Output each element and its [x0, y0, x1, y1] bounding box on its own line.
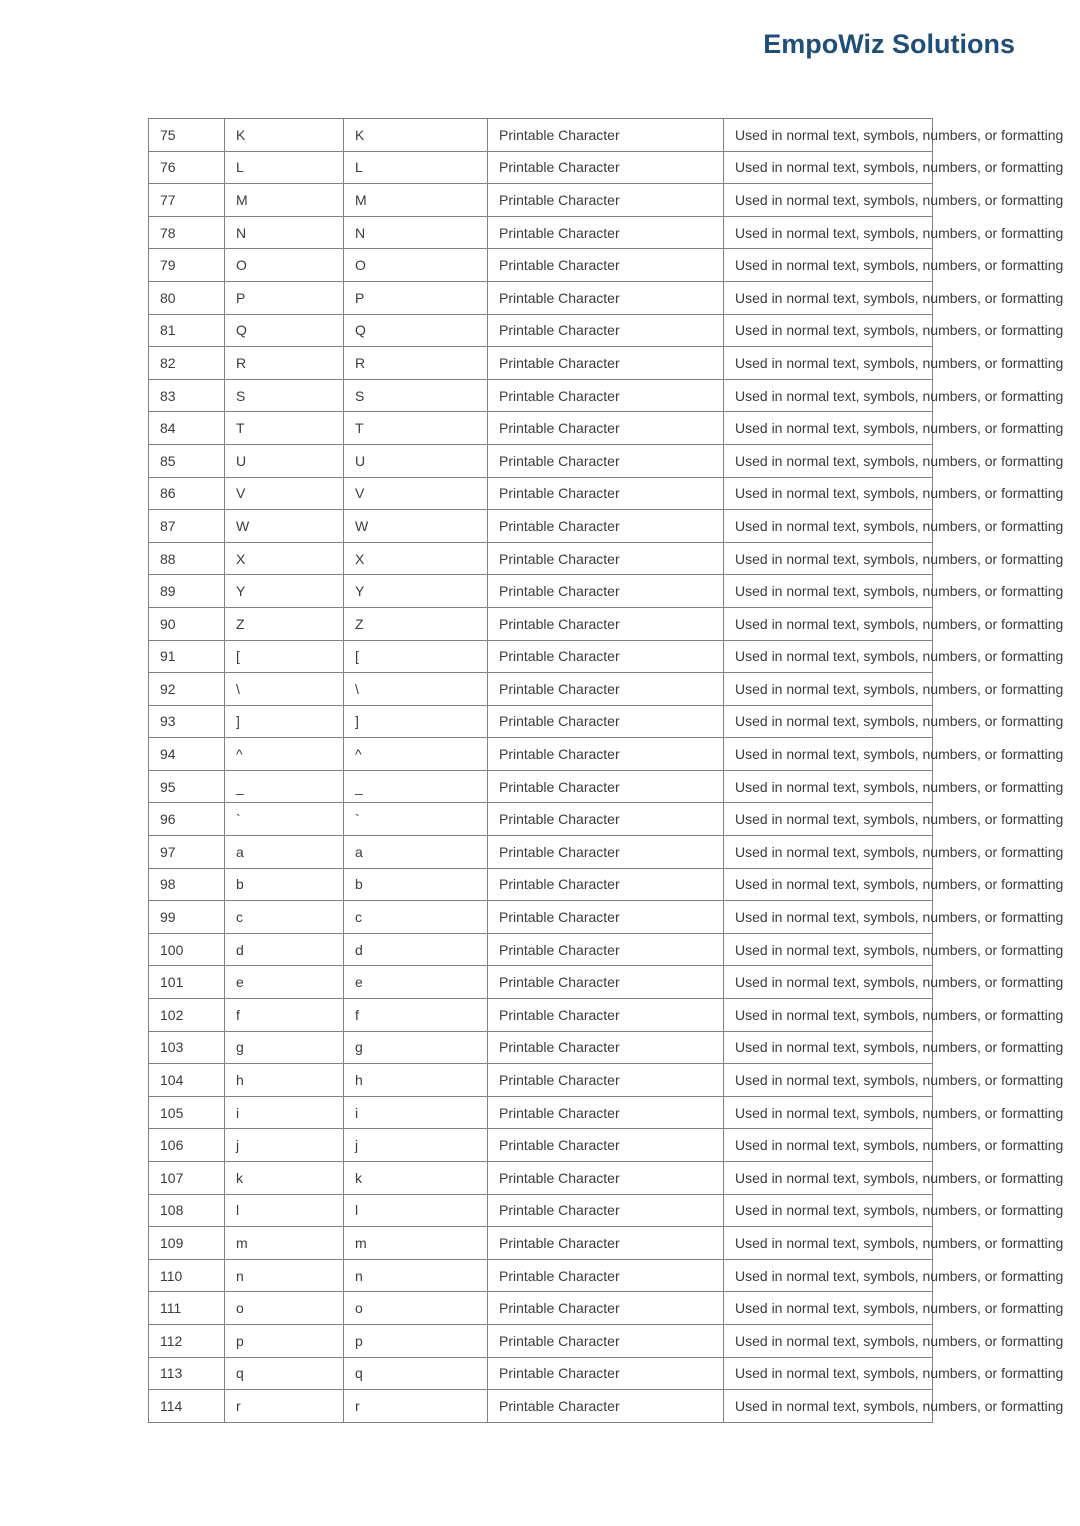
- glyph-cell: L: [344, 151, 488, 184]
- char-cell: U: [225, 444, 344, 477]
- table-row: [149, 281, 933, 314]
- table-row: [149, 966, 933, 999]
- glyph-cell: r: [344, 1390, 488, 1423]
- char-cell: r: [225, 1390, 344, 1423]
- glyph-cell: `: [344, 803, 488, 836]
- usage-cell: [724, 347, 1064, 380]
- table-row: [149, 184, 933, 217]
- code-cell: 84: [149, 412, 225, 445]
- type-cell: Printable Character: [488, 1194, 724, 1227]
- char-cell: a: [225, 836, 344, 869]
- usage-cell: [724, 705, 1064, 738]
- usage-text: Used in normal text, symbols, numbers, or formatting: [735, 257, 1064, 274]
- code-cell: 108: [149, 1194, 225, 1227]
- usage-text: Used in normal text, symbols, numbers, or formatting: [735, 1267, 1064, 1284]
- char-cell: \: [225, 673, 344, 706]
- glyph-cell: S: [344, 379, 488, 412]
- type-cell: Printable Character: [488, 1357, 724, 1390]
- table-row: [149, 1096, 933, 1129]
- usage-cell: [724, 119, 1064, 152]
- table-row: [149, 1390, 933, 1423]
- glyph-cell: ^: [344, 738, 488, 771]
- glyph-cell: m: [344, 1227, 488, 1260]
- char-cell: q: [225, 1357, 344, 1390]
- type-cell: Printable Character: [488, 1390, 724, 1423]
- type-cell: Printable Character: [488, 1259, 724, 1292]
- table-row: [149, 510, 933, 543]
- usage-text: Used in normal text, symbols, numbers, or formatting: [735, 746, 1064, 763]
- code-cell: 100: [149, 933, 225, 966]
- table-row: [149, 477, 933, 510]
- table-row: [149, 542, 933, 575]
- usage-cell: [724, 1129, 1064, 1162]
- usage-text: Used in normal text, symbols, numbers, or formatting: [735, 517, 1064, 534]
- type-cell: Printable Character: [488, 770, 724, 803]
- usage-cell: [724, 966, 1064, 999]
- char-cell: K: [225, 119, 344, 152]
- code-cell: 75: [149, 119, 225, 152]
- char-cell: ^: [225, 738, 344, 771]
- usage-text: Used in normal text, symbols, numbers, or formatting: [735, 322, 1064, 339]
- char-cell: T: [225, 412, 344, 445]
- glyph-cell: i: [344, 1096, 488, 1129]
- usage-text: Used in normal text, symbols, numbers, or formatting: [735, 843, 1064, 860]
- glyph-cell: R: [344, 347, 488, 380]
- table-row: [149, 1129, 933, 1162]
- usage-cell: [724, 1259, 1064, 1292]
- glyph-cell: U: [344, 444, 488, 477]
- usage-text: Used in normal text, symbols, numbers, or formatting: [735, 1104, 1064, 1121]
- type-cell: Printable Character: [488, 1096, 724, 1129]
- usage-cell: [724, 444, 1064, 477]
- code-cell: 88: [149, 542, 225, 575]
- char-cell: [: [225, 640, 344, 673]
- usage-text: Used in normal text, symbols, numbers, or formatting: [735, 289, 1064, 306]
- glyph-cell: d: [344, 933, 488, 966]
- usage-text: Used in normal text, symbols, numbers, or formatting: [735, 1137, 1064, 1154]
- glyph-cell: O: [344, 249, 488, 282]
- type-cell: Printable Character: [488, 640, 724, 673]
- code-cell: 92: [149, 673, 225, 706]
- code-cell: 109: [149, 1227, 225, 1260]
- usage-text: Used in normal text, symbols, numbers, or formatting: [735, 550, 1064, 567]
- code-cell: 96: [149, 803, 225, 836]
- code-cell: 94: [149, 738, 225, 771]
- code-cell: 89: [149, 575, 225, 608]
- char-cell: X: [225, 542, 344, 575]
- type-cell: Printable Character: [488, 607, 724, 640]
- type-cell: Printable Character: [488, 738, 724, 771]
- char-cell: m: [225, 1227, 344, 1260]
- usage-text: Used in normal text, symbols, numbers, or formatting: [735, 680, 1064, 697]
- glyph-cell: _: [344, 770, 488, 803]
- usage-cell: [724, 281, 1064, 314]
- glyph-cell: W: [344, 510, 488, 543]
- char-cell: S: [225, 379, 344, 412]
- char-cell: _: [225, 770, 344, 803]
- glyph-cell: ]: [344, 705, 488, 738]
- usage-cell: [724, 1227, 1064, 1260]
- char-cell: N: [225, 216, 344, 249]
- code-cell: 93: [149, 705, 225, 738]
- code-cell: 103: [149, 1031, 225, 1064]
- table-row: [149, 1292, 933, 1325]
- type-cell: Printable Character: [488, 184, 724, 217]
- char-cell: e: [225, 966, 344, 999]
- company-header: EmpoWiz Solutions: [763, 29, 1015, 59]
- usage-text: Used in normal text, symbols, numbers, or formatting: [735, 1234, 1064, 1251]
- type-cell: Printable Character: [488, 281, 724, 314]
- code-cell: 85: [149, 444, 225, 477]
- usage-cell: [724, 412, 1064, 445]
- usage-text: Used in normal text, symbols, numbers, or formatting: [735, 1169, 1064, 1186]
- type-cell: Printable Character: [488, 673, 724, 706]
- usage-text: Used in normal text, symbols, numbers, or formatting: [735, 1365, 1064, 1382]
- table-row: [149, 151, 933, 184]
- glyph-cell: e: [344, 966, 488, 999]
- glyph-cell: K: [344, 119, 488, 152]
- table-row: [149, 1031, 933, 1064]
- glyph-cell: M: [344, 184, 488, 217]
- type-cell: Printable Character: [488, 379, 724, 412]
- glyph-cell: p: [344, 1324, 488, 1357]
- char-cell: O: [225, 249, 344, 282]
- usage-text: Used in normal text, symbols, numbers, or formatting: [735, 974, 1064, 991]
- table-row: [149, 575, 933, 608]
- usage-cell: [724, 999, 1064, 1032]
- table-row: [149, 249, 933, 282]
- code-cell: 107: [149, 1162, 225, 1195]
- glyph-cell: N: [344, 216, 488, 249]
- usage-text: Used in normal text, symbols, numbers, or formatting: [735, 1397, 1064, 1414]
- table-row: [149, 868, 933, 901]
- usage-cell: [724, 216, 1064, 249]
- table-row: [149, 738, 933, 771]
- type-cell: Printable Character: [488, 575, 724, 608]
- type-cell: Printable Character: [488, 1129, 724, 1162]
- table-row: [149, 673, 933, 706]
- table-row: [149, 999, 933, 1032]
- code-cell: 76: [149, 151, 225, 184]
- code-cell: 78: [149, 216, 225, 249]
- glyph-cell: g: [344, 1031, 488, 1064]
- table-row: [149, 1259, 933, 1292]
- code-cell: 80: [149, 281, 225, 314]
- glyph-cell: h: [344, 1064, 488, 1097]
- char-cell: R: [225, 347, 344, 380]
- type-cell: Printable Character: [488, 1292, 724, 1325]
- code-cell: 77: [149, 184, 225, 217]
- glyph-cell: Y: [344, 575, 488, 608]
- glyph-cell: o: [344, 1292, 488, 1325]
- usage-text: Used in normal text, symbols, numbers, or formatting: [735, 224, 1064, 241]
- type-cell: Printable Character: [488, 314, 724, 347]
- table-row: [149, 1064, 933, 1097]
- code-cell: 86: [149, 477, 225, 510]
- usage-cell: [724, 151, 1064, 184]
- table-row: [149, 933, 933, 966]
- type-cell: Printable Character: [488, 542, 724, 575]
- usage-cell: [724, 640, 1064, 673]
- char-cell: W: [225, 510, 344, 543]
- char-cell: n: [225, 1259, 344, 1292]
- glyph-cell: b: [344, 868, 488, 901]
- usage-text: Used in normal text, symbols, numbers, or formatting: [735, 452, 1064, 469]
- type-cell: Printable Character: [488, 1324, 724, 1357]
- code-cell: 90: [149, 607, 225, 640]
- usage-cell: [724, 1031, 1064, 1064]
- table-row: [149, 1162, 933, 1195]
- glyph-cell: q: [344, 1357, 488, 1390]
- usage-cell: [724, 1096, 1064, 1129]
- glyph-cell: Z: [344, 607, 488, 640]
- char-cell: `: [225, 803, 344, 836]
- usage-cell: [724, 738, 1064, 771]
- type-cell: Printable Character: [488, 1227, 724, 1260]
- type-cell: Printable Character: [488, 1031, 724, 1064]
- table-row: [149, 444, 933, 477]
- code-cell: 105: [149, 1096, 225, 1129]
- type-cell: Printable Character: [488, 119, 724, 152]
- char-cell: b: [225, 868, 344, 901]
- type-cell: Printable Character: [488, 999, 724, 1032]
- table-row: [149, 314, 933, 347]
- code-cell: 79: [149, 249, 225, 282]
- usage-text: Used in normal text, symbols, numbers, or formatting: [735, 941, 1064, 958]
- usage-text: Used in normal text, symbols, numbers, or formatting: [735, 1039, 1064, 1056]
- table-row: [149, 1357, 933, 1390]
- table-row: [149, 640, 933, 673]
- char-cell: M: [225, 184, 344, 217]
- glyph-cell: k: [344, 1162, 488, 1195]
- usage-cell: [724, 477, 1064, 510]
- usage-cell: [724, 575, 1064, 608]
- usage-cell: [724, 379, 1064, 412]
- usage-cell: [724, 1390, 1064, 1423]
- table-row: [149, 705, 933, 738]
- type-cell: Printable Character: [488, 444, 724, 477]
- code-cell: 112: [149, 1324, 225, 1357]
- usage-text: Used in normal text, symbols, numbers, or formatting: [735, 485, 1064, 502]
- table-row: [149, 901, 933, 934]
- char-cell: V: [225, 477, 344, 510]
- char-cell: Y: [225, 575, 344, 608]
- usage-cell: [724, 510, 1064, 543]
- usage-text: Used in normal text, symbols, numbers, or formatting: [735, 583, 1064, 600]
- usage-text: Used in normal text, symbols, numbers, or formatting: [735, 648, 1064, 665]
- code-cell: 83: [149, 379, 225, 412]
- glyph-cell: \: [344, 673, 488, 706]
- usage-cell: [724, 1292, 1064, 1325]
- char-cell: h: [225, 1064, 344, 1097]
- usage-text: Used in normal text, symbols, numbers, or formatting: [735, 387, 1064, 404]
- usage-text: Used in normal text, symbols, numbers, or formatting: [735, 811, 1064, 828]
- char-cell: P: [225, 281, 344, 314]
- type-cell: Printable Character: [488, 412, 724, 445]
- table-row: [149, 1324, 933, 1357]
- code-cell: 99: [149, 901, 225, 934]
- type-cell: Printable Character: [488, 966, 724, 999]
- usage-text: Used in normal text, symbols, numbers, or formatting: [735, 354, 1064, 371]
- usage-cell: [724, 1357, 1064, 1390]
- code-cell: 101: [149, 966, 225, 999]
- glyph-cell: P: [344, 281, 488, 314]
- usage-cell: [724, 249, 1064, 282]
- usage-text: Used in normal text, symbols, numbers, or formatting: [735, 1072, 1064, 1089]
- ascii-table: [148, 118, 1064, 1423]
- usage-cell: [724, 868, 1064, 901]
- code-cell: 81: [149, 314, 225, 347]
- char-cell: Z: [225, 607, 344, 640]
- table-row: [149, 836, 933, 869]
- glyph-cell: T: [344, 412, 488, 445]
- table-row: [149, 770, 933, 803]
- type-cell: Printable Character: [488, 1162, 724, 1195]
- usage-cell: [724, 1324, 1064, 1357]
- code-cell: 102: [149, 999, 225, 1032]
- usage-cell: [724, 1064, 1064, 1097]
- type-cell: Printable Character: [488, 868, 724, 901]
- code-cell: 111: [149, 1292, 225, 1325]
- usage-text: Used in normal text, symbols, numbers, or formatting: [735, 615, 1064, 632]
- usage-text: Used in normal text, symbols, numbers, or formatting: [735, 159, 1064, 176]
- usage-cell: [724, 314, 1064, 347]
- usage-text: Used in normal text, symbols, numbers, or formatting: [735, 126, 1064, 143]
- char-cell: d: [225, 933, 344, 966]
- code-cell: 98: [149, 868, 225, 901]
- char-cell: ]: [225, 705, 344, 738]
- type-cell: Printable Character: [488, 933, 724, 966]
- char-cell: f: [225, 999, 344, 1032]
- table-row: [149, 1194, 933, 1227]
- char-cell: i: [225, 1096, 344, 1129]
- table-row: [149, 119, 933, 152]
- char-cell: o: [225, 1292, 344, 1325]
- glyph-cell: X: [344, 542, 488, 575]
- glyph-cell: n: [344, 1259, 488, 1292]
- glyph-cell: j: [344, 1129, 488, 1162]
- usage-text: Used in normal text, symbols, numbers, or formatting: [735, 1332, 1064, 1349]
- type-cell: Printable Character: [488, 477, 724, 510]
- usage-cell: [724, 901, 1064, 934]
- code-cell: 104: [149, 1064, 225, 1097]
- code-cell: 95: [149, 770, 225, 803]
- glyph-cell: a: [344, 836, 488, 869]
- usage-text: Used in normal text, symbols, numbers, or formatting: [735, 876, 1064, 893]
- code-cell: 82: [149, 347, 225, 380]
- type-cell: Printable Character: [488, 510, 724, 543]
- usage-cell: [724, 673, 1064, 706]
- table-row: [149, 379, 933, 412]
- char-cell: c: [225, 901, 344, 934]
- usage-cell: [724, 770, 1064, 803]
- table-row: [149, 216, 933, 249]
- char-cell: L: [225, 151, 344, 184]
- usage-text: Used in normal text, symbols, numbers, or formatting: [735, 420, 1064, 437]
- glyph-cell: V: [344, 477, 488, 510]
- code-cell: 110: [149, 1259, 225, 1292]
- table-row: [149, 347, 933, 380]
- usage-cell: [724, 607, 1064, 640]
- usage-text: Used in normal text, symbols, numbers, or formatting: [735, 778, 1064, 795]
- type-cell: Printable Character: [488, 249, 724, 282]
- type-cell: Printable Character: [488, 803, 724, 836]
- char-cell: j: [225, 1129, 344, 1162]
- glyph-cell: [: [344, 640, 488, 673]
- table-row: [149, 607, 933, 640]
- usage-text: Used in normal text, symbols, numbers, or formatting: [735, 1300, 1064, 1317]
- char-cell: l: [225, 1194, 344, 1227]
- ascii-table-body: [149, 119, 1064, 1423]
- code-cell: 87: [149, 510, 225, 543]
- char-cell: g: [225, 1031, 344, 1064]
- usage-cell: [724, 542, 1064, 575]
- code-cell: 106: [149, 1129, 225, 1162]
- char-cell: p: [225, 1324, 344, 1357]
- table-row: [149, 803, 933, 836]
- code-cell: 97: [149, 836, 225, 869]
- table-row: [149, 412, 933, 445]
- char-cell: Q: [225, 314, 344, 347]
- usage-text: Used in normal text, symbols, numbers, or formatting: [735, 909, 1064, 926]
- glyph-cell: f: [344, 999, 488, 1032]
- type-cell: Printable Character: [488, 705, 724, 738]
- table-row: [149, 1227, 933, 1260]
- type-cell: Printable Character: [488, 1064, 724, 1097]
- usage-cell: [724, 184, 1064, 217]
- usage-text: Used in normal text, symbols, numbers, or formatting: [735, 191, 1064, 208]
- glyph-cell: Q: [344, 314, 488, 347]
- usage-cell: [724, 1162, 1064, 1195]
- usage-text: Used in normal text, symbols, numbers, or formatting: [735, 1202, 1064, 1219]
- type-cell: Printable Character: [488, 347, 724, 380]
- usage-cell: [724, 1194, 1064, 1227]
- type-cell: Printable Character: [488, 151, 724, 184]
- type-cell: Printable Character: [488, 901, 724, 934]
- glyph-cell: l: [344, 1194, 488, 1227]
- usage-cell: [724, 933, 1064, 966]
- code-cell: 91: [149, 640, 225, 673]
- usage-text: Used in normal text, symbols, numbers, or formatting: [735, 1006, 1064, 1023]
- type-cell: Printable Character: [488, 216, 724, 249]
- char-cell: k: [225, 1162, 344, 1195]
- type-cell: Printable Character: [488, 836, 724, 869]
- code-cell: 114: [149, 1390, 225, 1423]
- code-cell: 113: [149, 1357, 225, 1390]
- usage-cell: [724, 803, 1064, 836]
- glyph-cell: c: [344, 901, 488, 934]
- usage-text: Used in normal text, symbols, numbers, or formatting: [735, 713, 1064, 730]
- usage-cell: [724, 836, 1064, 869]
